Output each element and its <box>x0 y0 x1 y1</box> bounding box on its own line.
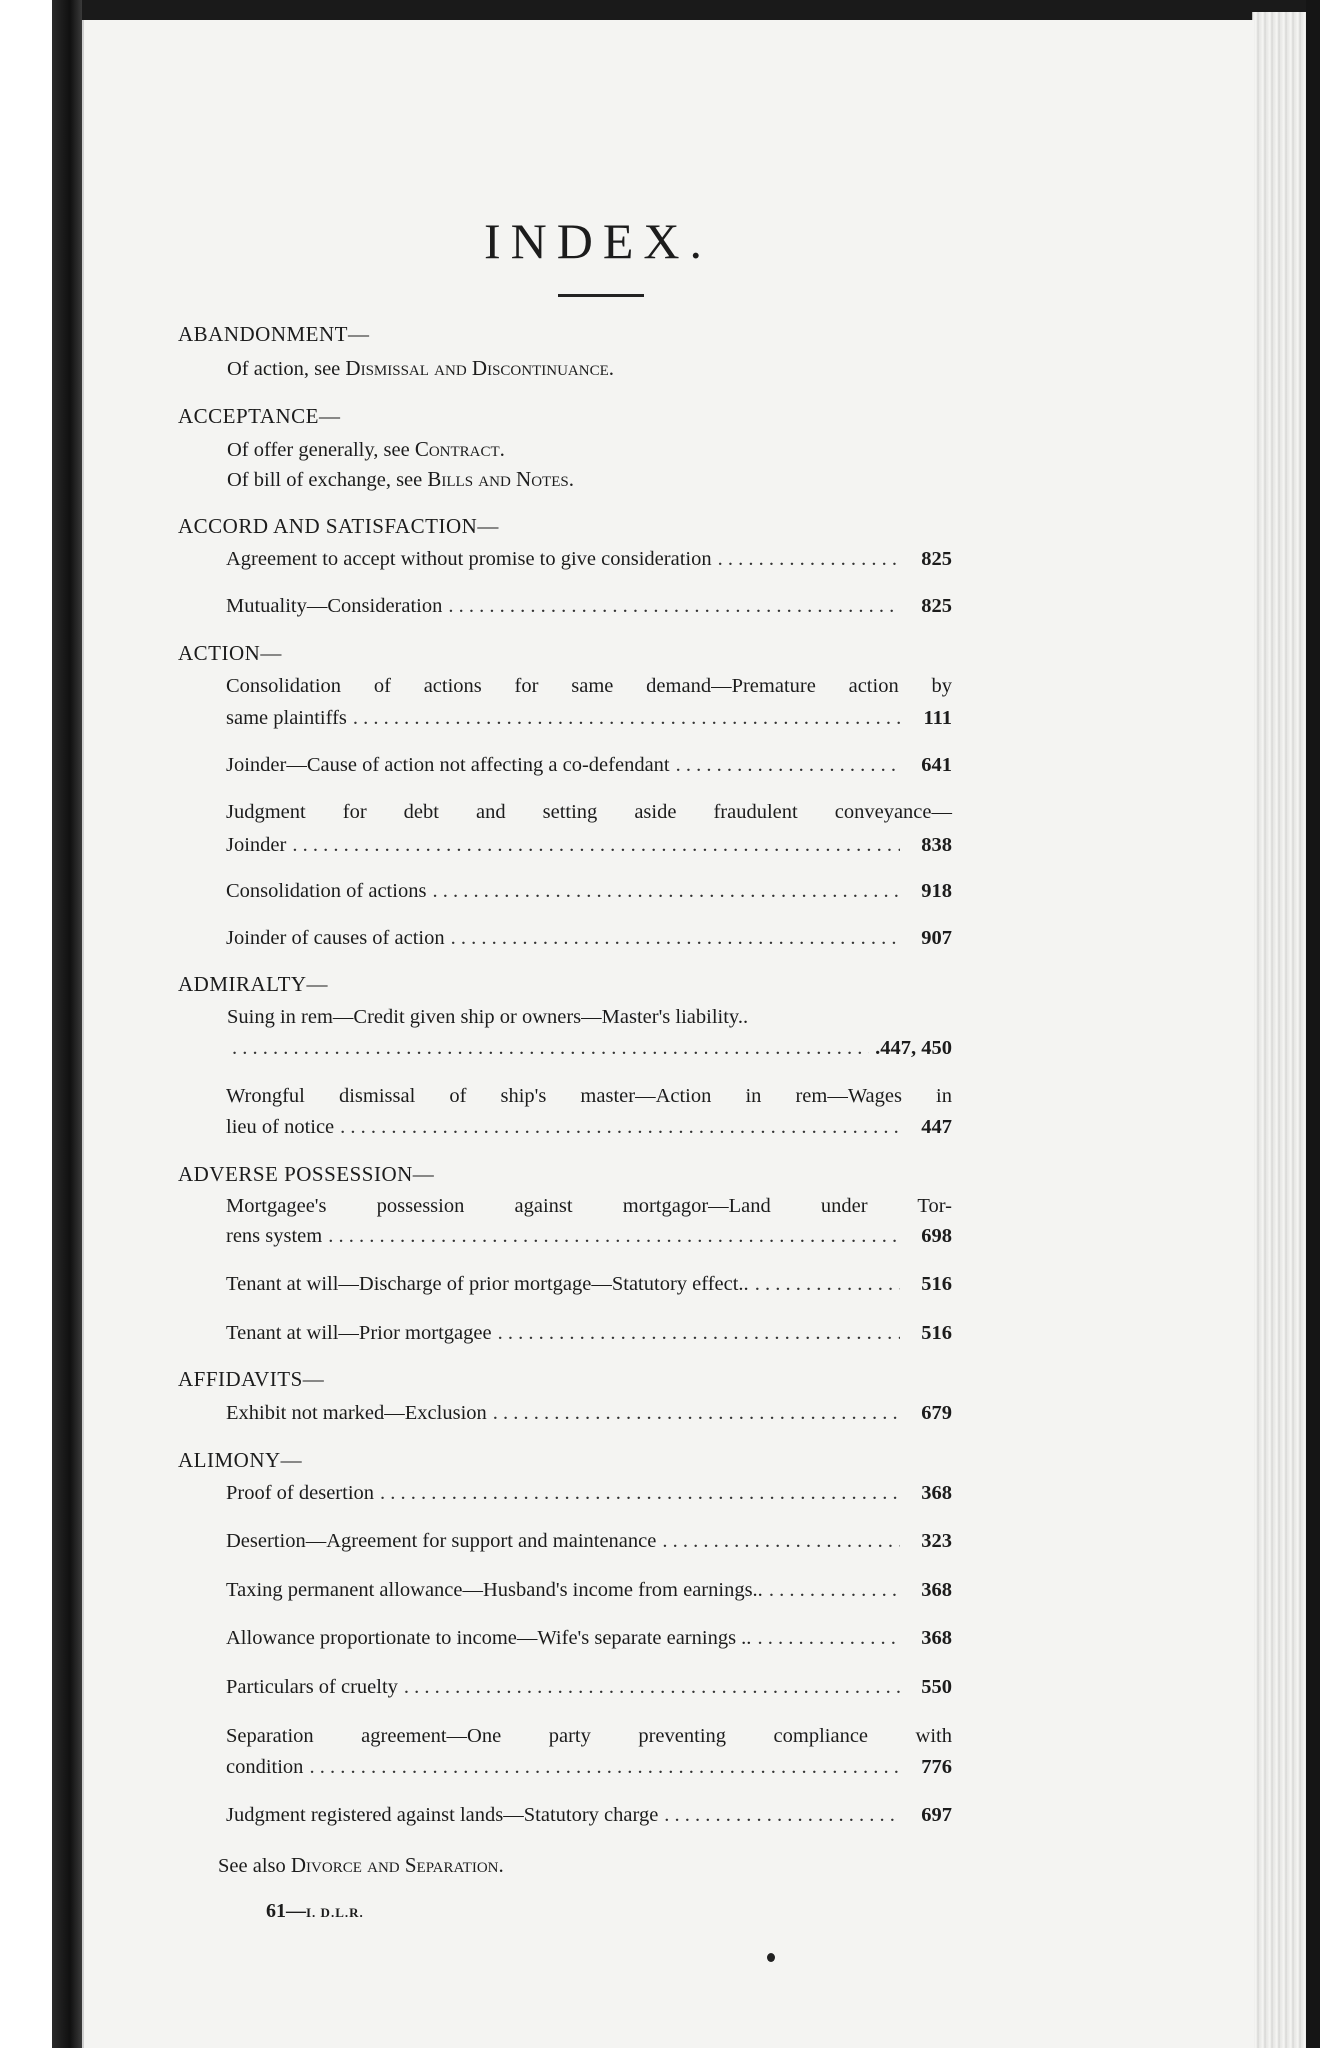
heading-abandonment: ABANDONMENT— <box>178 322 370 346</box>
entry-adverse-1 <box>226 1225 952 1248</box>
leader-dots <box>676 754 900 777</box>
entry-text: lieu of notice <box>226 1116 335 1138</box>
leader-dots <box>451 927 900 950</box>
entry-alimony-1 <box>226 1482 952 1505</box>
leader-dots <box>664 1804 900 1827</box>
scan-right-margin <box>1306 0 1320 2048</box>
entry-text: same plaintiffs <box>226 707 347 729</box>
volume-label: I. D.L.R. <box>306 1905 364 1920</box>
page-stack-edge <box>1252 12 1307 2048</box>
entry-text: Joinder—Cause of action not affecting a co-defendant <box>226 754 670 776</box>
entry-text: Judgment registered against lands—Statutory charge <box>226 1804 659 1826</box>
entry-action-3-line1: Judgment for debt and setting aside fraudulent conveyance— <box>226 801 952 823</box>
page-number: 679 <box>921 1402 952 1424</box>
page-number: 447 <box>921 1116 952 1138</box>
entry-alimony-2 <box>226 1530 952 1553</box>
leader-dots <box>718 548 900 571</box>
page-number: 516 <box>921 1322 952 1344</box>
entry-text: Of action, see <box>227 358 346 380</box>
cross-reference: Bills and Notes. <box>427 467 574 491</box>
entry-adverse-3 <box>226 1322 952 1345</box>
heading-alimony: ALIMONY— <box>178 1448 303 1472</box>
heading-affidavits: AFFIDAVITS— <box>178 1367 325 1391</box>
entry-text: Particulars of cruelty <box>226 1676 398 1698</box>
page-number: 776 <box>921 1756 952 1778</box>
entry-action-2 <box>226 754 952 777</box>
entry-text: Joinder of causes of action <box>226 927 445 949</box>
leader-dots <box>432 880 900 903</box>
entry-admiralty-1-line1: Suing in rem—Credit given ship or owners—Master's liability.. <box>227 1006 749 1028</box>
entry-adverse-1-line1: Mortgagee's possession against mortgagor—Land under Tor- <box>226 1195 952 1217</box>
title-rule <box>558 294 644 297</box>
leader-dots <box>448 595 900 618</box>
leader-dots <box>232 1037 869 1060</box>
entry-alimony-5 <box>226 1676 952 1699</box>
entry-text: Taxing permanent allowance—Husband's income from earnings.. <box>226 1579 763 1601</box>
leader-dots <box>662 1530 900 1553</box>
entry-text: Of offer generally, see <box>227 439 415 461</box>
cross-reference: Divorce and Separation. <box>290 1853 504 1877</box>
page-number: 111 <box>923 707 952 729</box>
leader-dots <box>340 1116 900 1139</box>
entry-action-4 <box>226 880 952 903</box>
entry-text: condition <box>226 1756 304 1778</box>
entry-alimony-4 <box>226 1627 952 1650</box>
entry-text: Joinder <box>226 834 287 856</box>
entry-alimony-6 <box>226 1756 952 1779</box>
entry-text: Agreement to accept without promise to give consideration <box>226 548 712 570</box>
entry-alimony-3 <box>226 1579 952 1602</box>
entry-text: Allowance proportionate to income—Wife's separate earnings .. <box>226 1627 752 1649</box>
entry-action-3 <box>226 834 952 857</box>
page-number: 698 <box>921 1225 952 1247</box>
entry-accord-1 <box>226 548 952 571</box>
page-number: 516 <box>921 1273 952 1295</box>
heading-action: ACTION— <box>178 641 282 665</box>
entry-text: Of bill of exchange, see <box>227 469 428 491</box>
leader-dots <box>757 1627 900 1650</box>
entry-alimony-7 <box>226 1804 952 1827</box>
leader-dots <box>292 834 900 857</box>
page-number: .447, 450 <box>875 1037 952 1059</box>
leader-dots <box>404 1676 900 1699</box>
leader-dots <box>498 1322 900 1345</box>
entry-alimony-see-also <box>218 1853 504 1878</box>
signature-mark <box>266 1900 364 1923</box>
leader-dots <box>769 1579 900 1602</box>
entry-text: Consolidation of actions <box>226 880 427 902</box>
page-number: 825 <box>921 595 952 617</box>
page-number: 838 <box>921 834 952 856</box>
entry-action-1-line1: Consolidation of actions for same demand—Premature action by <box>226 675 952 697</box>
entry-action-1 <box>226 707 952 730</box>
entry-admiralty-2-line1: Wrongful dismissal of ship's master—Action in rem—Wages in <box>226 1085 952 1107</box>
entry-text: Tenant at will—Discharge of prior mortgage—Statutory effect.. <box>226 1273 749 1295</box>
page-number: 641 <box>921 754 952 776</box>
entry-alimony-6-line1: Separation agreement—One party preventing compliance with <box>226 1725 952 1747</box>
entry-text: Mutuality—Consideration <box>226 595 443 617</box>
bullet-mark <box>767 1953 775 1962</box>
signature-number: 61— <box>266 1900 306 1922</box>
entry-text: Proof of desertion <box>226 1482 375 1504</box>
cross-reference: Dismissal and Discontinuance. <box>345 356 614 380</box>
leader-dots <box>309 1756 900 1779</box>
page-number: 697 <box>921 1804 952 1826</box>
heading-accord-and-satisfaction: ACCORD AND SATISFACTION— <box>178 514 499 538</box>
page-number: 368 <box>921 1482 952 1504</box>
leader-dots <box>380 1482 900 1505</box>
leader-dots <box>755 1273 900 1296</box>
book-spine-left <box>52 0 82 2048</box>
entry-adverse-2 <box>226 1273 952 1296</box>
leader-dots <box>328 1225 900 1248</box>
page-number: 368 <box>921 1579 952 1601</box>
page-number: 825 <box>921 548 952 570</box>
leader-dots <box>493 1402 900 1425</box>
page-number: 323 <box>921 1530 952 1552</box>
page-number: 918 <box>921 880 952 902</box>
page-number: 550 <box>921 1676 952 1698</box>
entry-text: Desertion—Agreement for support and maintenance <box>226 1530 657 1552</box>
heading-admiralty: ADMIRALTY— <box>178 972 329 996</box>
entry-action-5 <box>226 927 952 950</box>
entry-text: rens system <box>226 1225 323 1247</box>
page-number: 907 <box>921 927 952 949</box>
scan-left-margin <box>0 0 52 2048</box>
leader-dots <box>353 707 900 730</box>
entry-text: See also <box>218 1855 291 1877</box>
entry-acceptance-2 <box>227 467 574 492</box>
page-title: INDEX. <box>483 213 713 269</box>
entry-admiralty-2 <box>226 1116 952 1139</box>
entry-acceptance-1 <box>227 437 505 462</box>
entry-accord-2 <box>226 595 952 618</box>
page-number: 368 <box>921 1627 952 1649</box>
heading-adverse-possession: ADVERSE POSSESSION— <box>178 1162 435 1186</box>
heading-acceptance: ACCEPTANCE— <box>178 404 341 428</box>
cross-reference: Contract. <box>414 437 505 461</box>
entry-text: Tenant at will—Prior mortgagee <box>226 1322 492 1344</box>
entry-affidavits-1 <box>226 1402 952 1425</box>
entry-admiralty-1 <box>226 1037 952 1060</box>
entry-abandonment-1 <box>227 356 614 381</box>
entry-text: Exhibit not marked—Exclusion <box>226 1402 487 1424</box>
